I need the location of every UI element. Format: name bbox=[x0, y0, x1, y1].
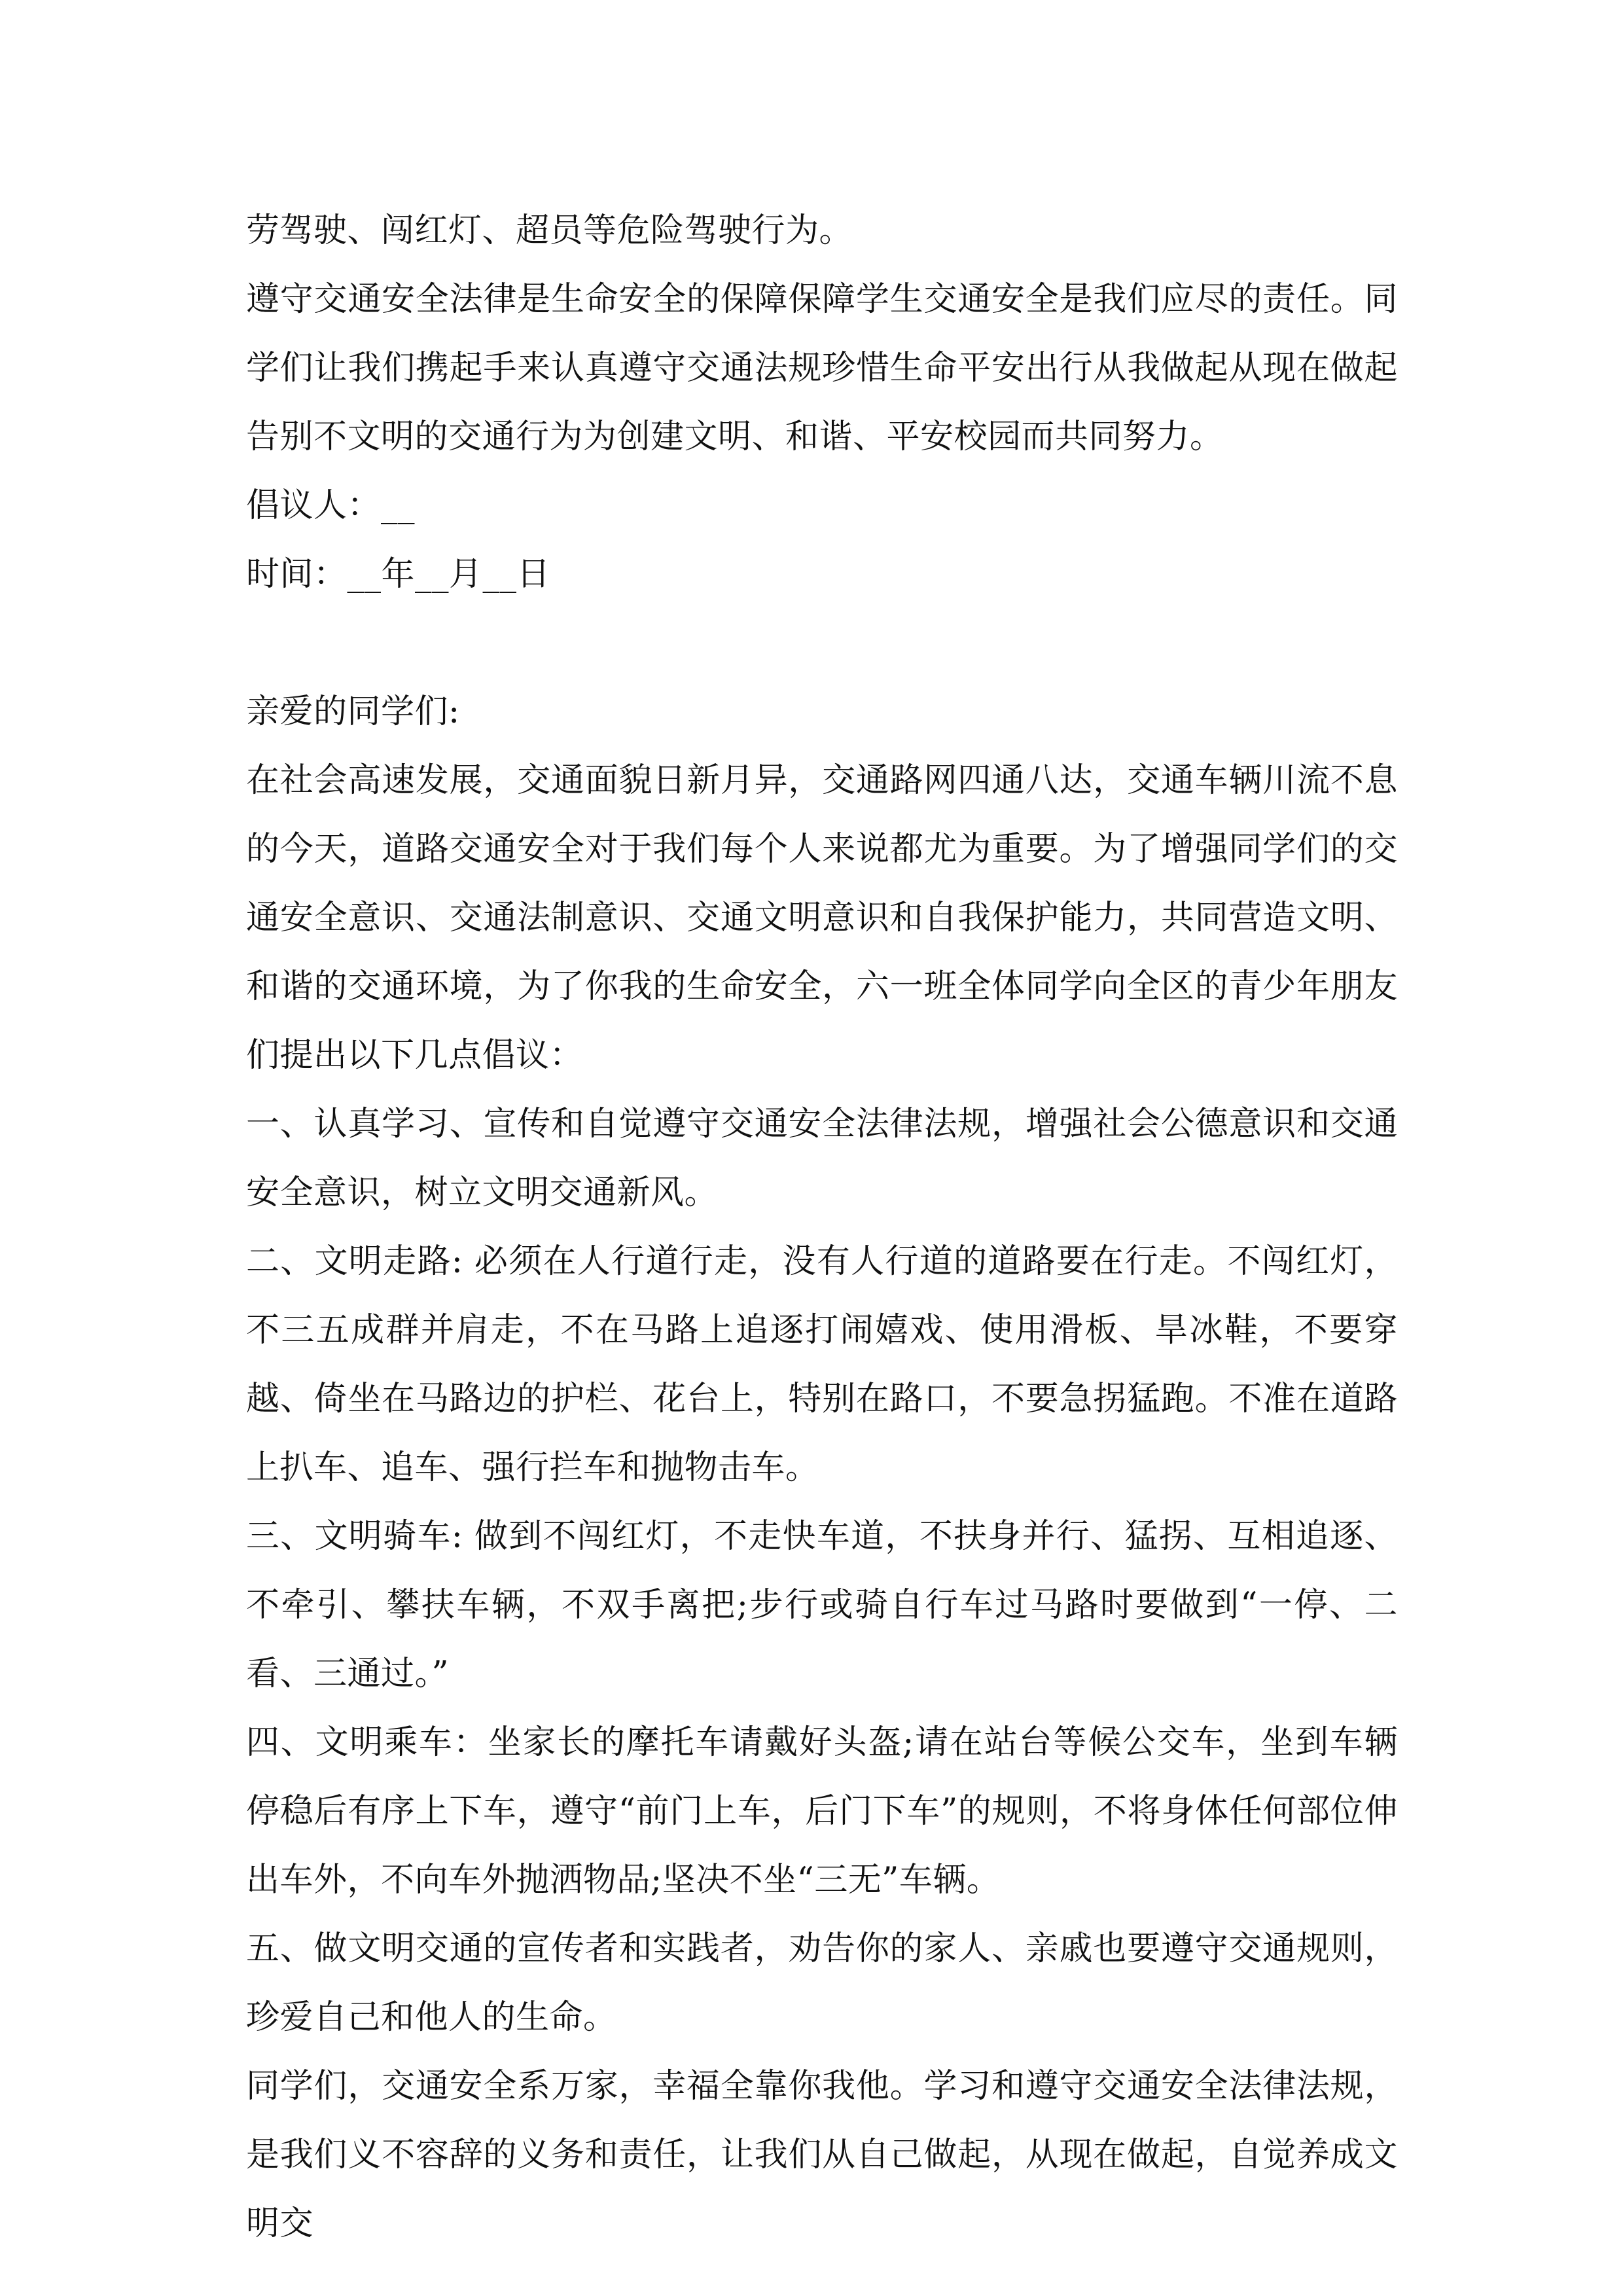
paragraph-intro: 在社会高速发展，交通面貌日新月异，交通路网四通八达，交通车辆川流不息的今天，道路交通安全对于我们每个人来说都尤为重要。为了增强同学们的交通安全意识、交通法制意识、交通文明意识和自我保护能力，共同营造文明、和谐的交通环境，为了你我的生命安全，六一班全体同学向全区的青少年朋友们提出以下几点倡议： bbox=[246, 761, 1398, 1075]
proposal-item-1: 一、认真学习、宣传和自觉遵守交通安全法律法规，增强社会公德意识和交通安全意识，树立文明交通新风。 bbox=[246, 1105, 1398, 1212]
proposal-item-4: 四、文明乘车：坐家长的摩托车请戴好头盔;请在站台等候公交车，坐到车辆停稳后有序上下车，遵守“前门上车，后门下车”的规则，不将身体任何部位伸出车外，不向车外抛洒物品;坚决不坐“三无”车辆。 bbox=[246, 1723, 1398, 1899]
document-body bbox=[246, 196, 1398, 2258]
proposal-item-3: 三、文明骑车: 做到不闯红灯，不走快车道，不扶身并行、猛拐、互相追逐、不牵引、攀扶车辆，不双手离把;步行或骑自行车过马路时要做到“一停、二看、三通过。” bbox=[246, 1517, 1398, 1693]
date-line: 时间：__年__月__日 bbox=[246, 555, 551, 594]
proposal-item-2: 二、文明走路: 必须在人行道行走，没有人行道的道路要在行走。不闯红灯，不三五成群并肩走，不在马路上追逐打闹嬉戏、使用滑板、旱冰鞋，不要穿越、倚坐在马路边的护栏、花台上，特别在路口，不要急拐猛跑。不准在道路上扒车、追车、强行拦车和抛物击车。 bbox=[246, 1242, 1398, 1487]
paragraph-dangerous-driving: 劳驾驶、闯红灯、超员等危险驾驶行为。 bbox=[246, 211, 853, 250]
paragraph-closing: 同学们，交通安全系万家，幸福全靠你我他。学习和遵守交通安全法律法规，是我们义不容辞的义务和责任，让我们从自己做起，从现在做起，自觉养成文明交 bbox=[246, 2067, 1398, 2243]
section-gap bbox=[246, 609, 1398, 677]
initiator-line: 倡议人：__ bbox=[246, 486, 416, 525]
greeting-line: 亲爱的同学们: bbox=[246, 692, 460, 731]
proposal-item-5: 五、做文明交通的宣传者和实践者，劝告你的家人、亲戚也要遵守交通规则，珍爱自己和他人的生命。 bbox=[246, 1929, 1398, 2037]
paragraph-obey-traffic-law: 遵守交通安全法律是生命安全的保障保障学生交通安全是我们应尽的责任。同学们让我们携起手来认真遵守交通法规珍惜生命平安出行从我做起从现在做起告别不文明的交通行为为创建文明、和谐、平安校园而共同努力。 bbox=[246, 280, 1398, 456]
